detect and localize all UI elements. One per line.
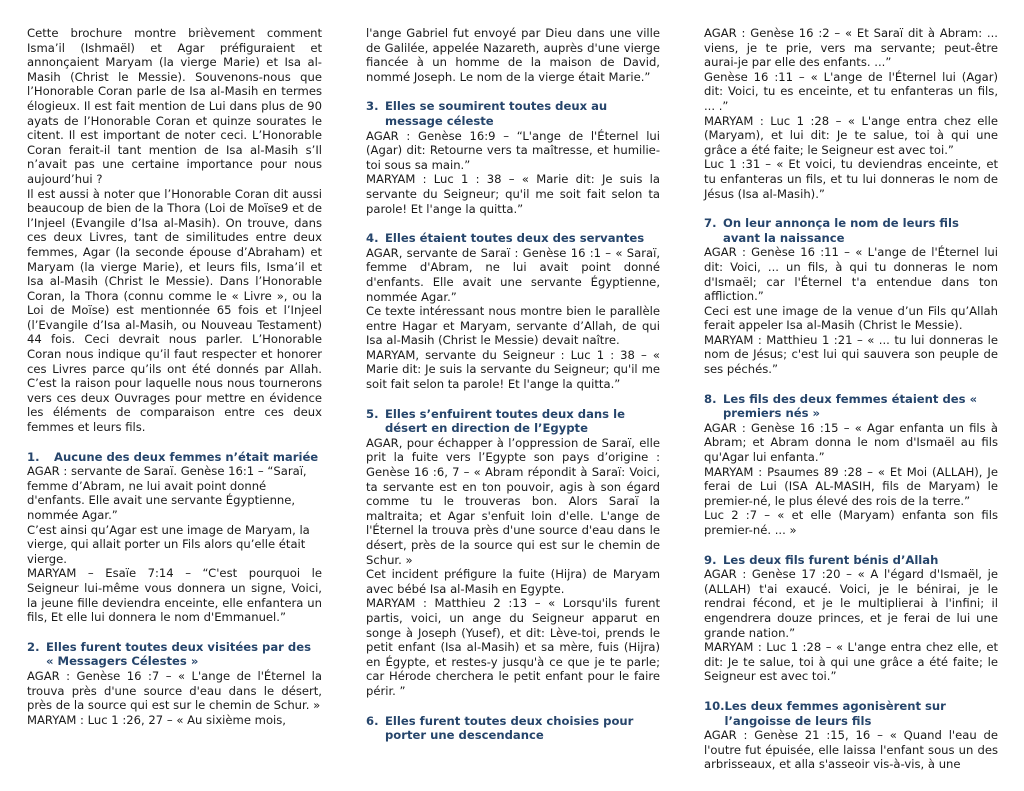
paragraph: MARYAM : Luc 1 :28 – « L'ange entra chez elle, et dit: Je te salue, toi à qui une grâce a été faite; le Seigneur est avec toi.” (704, 640, 998, 684)
paragraph: MARYAM, servante du Seigneur : Luc 1 : 38 – « Marie dit: Je suis la servante du Seigneur; qu'il me soit fait selon ta parole! Et l'ange la quitta.” (366, 347, 660, 392)
column-1 (27, 26, 322, 727)
paragraph: AGAR : servante de Saraï. Genèse 16:1 – “Saraï, femme d’Abram, ne lui avait point donné d'enfants. Elle avait une servante Égyptienne, nommée Agar.” (27, 464, 307, 522)
section-number: 1. (27, 449, 40, 464)
paragraph: AGAR : Genèse 16 :2 – « Et Saraï dit à Abram: ... viens, je te prie, vers ma servante; peut-être aurai-je par elle des enfants. ...” (704, 26, 998, 70)
paragraph: MARYAM : Matthieu 1 :21 – « ... tu lui donneras le nom de Jésus; c'est lui qui sauvera son peuple de ses péchés.” (704, 332, 998, 377)
paragraph: AGAR, pour échapper à l’oppression de Saraï, elle prit la fuite vers l’Egypte son pays d’origine : Genèse 16 :6, 7 – « Abram répondit à Saraï: Voici, ta servante est en ton pouvoir, agis à son égard comme tu le trouveras bon. Alors Saraï la maltraita; et Agar s'enfuit loin d'elle. L'ange de l'Éternel la trouva près d'une source d'eau dans le désert, près de la source qui est sur le chemin de Schur. » (366, 435, 660, 567)
section-title: Elles étaient toutes deux des servantes (385, 231, 645, 246)
section-number: 2. (27, 639, 40, 654)
section-number: 9. (704, 552, 717, 567)
section-number: 4. (366, 231, 379, 246)
paragraph: AGAR : Genèse 16 :7 – « L'ange de l'Éternel la trouva près d'une source d'eau dans le désert, près de la source qui est sur le chemin de Schur. » (27, 668, 322, 713)
column-2 (366, 26, 660, 743)
section-number: 3. (366, 99, 379, 114)
column-3 (704, 26, 998, 772)
paragraph: MARYAM : Luc 1 :28 – « L'ange entra chez elle (Maryam), et lui dit: Je te salue, toi à qui une grâce a été faite; le Seigneur est avec toi.” (704, 113, 998, 157)
paragraph: Ceci est une image de la venue d’un Fils qu’Allah ferait appeler Isa al-Masih (Christ le Messie). (704, 303, 998, 333)
paragraph: MARYAM : Luc 1 : 38 – « Marie dit: Je suis la servante du Seigneur; qu'il me soit fait selon ta parole! Et l'ange la quitta.” (366, 172, 660, 216)
paragraph: Cet incident préfigure la fuite (Hijra) de Maryam avec bébé Isa al-Masih en Egypte. (366, 567, 660, 596)
paragraph: Luc 2 :7 – « et elle (Maryam) enfanta son fils premier-né. ... » (704, 508, 998, 537)
section-number: 6. (366, 713, 379, 728)
section-number: 10. (704, 698, 725, 713)
paragraph: Genèse 16 :11 – « L'ange de l'Éternel lui (Agar) dit: Voici, tu es enceinte, et tu enfanteras un fils, ... .” (704, 69, 998, 113)
paragraph: MARYAM – Esaïe 7:14 – “C'est pourquoi le Seigneur lui-même vous donnera un signe, Voici, la jeune fille deviendra enceinte, elle enfantera un fils, Et elle lui donnera le nom d'Emmanuel.” (27, 566, 322, 625)
intro-paragraph-2: Il est aussi à noter que l’Honorable Coran dit aussi beaucoup de bien de la Thora (Loi de Moïse9 et de l’Injeel (Evangile d’Isa al-Masih). On trouve, dans ces deux Livres, tant de similitudes entre deux femmes, Agar (la seconde épouse d’Abraham) et Maryam (la vierge Marie), et leurs fils, Isma’il et Isa al-Masih (Christ le Messie). Dans l’Honorable Coran, la Thora (connu comme le « Livre », ou la Loi de Moïse) est mentionnée 65 fois et l’Injeel (l’Evangile d’Isa al-Masih, ou Nouveau Testament) 44 fois. Ceci devrait nous parler. L’Honorable Coran nous indique qu’il faut respecter et honorer ces Livres parce qu’ils ont été donnés par Allah. C’est la raison pour laquelle nous nous tournerons vers ces deux Ouvrages pour mettre en évidence les éléments de comparaison entre ces deux femmes et leurs fils. (27, 186, 322, 435)
section-6-heading (366, 714, 660, 743)
paragraph: AGAR : Genèse 17 :20 – « A l'égard d'Ismaël, je (ALLAH) t'ai exaucé. Voici, je le bénirai, je le rendrai fécond, et je le multiplierai à l'infini; il engendrera douze princes, et je ferai de lui une grande nation.” (704, 567, 998, 640)
paragraph: Luc 1 :31 – « Et voici, tu deviendras enceinte, et tu enfanteras un fils, et tu lui donneras le nom de Jésus (Isa al-Masih).” (704, 157, 998, 201)
section-number: 7. (704, 216, 717, 231)
paragraph: l'ange Gabriel fut envoyé par Dieu dans une ville de Galilée, appelée Nazareth, auprès d'une vierge fiancée à un homme de la maison de David, nommé Joseph. Le nom de la vierge était Marie.” (366, 26, 660, 84)
section-8-heading (704, 392, 998, 421)
section-title: Les fils des deux femmes étaient des « premiers nés » (723, 391, 978, 421)
paragraph: MARYAM : Matthieu 2 :13 – « Lorsqu'ils furent partis, voici, un ange du Seigneur apparut en songe à Joseph (Yusef), et dit: Lève-toi, prends le petit enfant (Isa al-Masih) et sa mère, fuis (Hijra) en Égypte, et restes-y jusqu'à ce que je te parle; car Hérode cherchera le petit enfant pour le faire périr. ” (366, 596, 660, 698)
section-title: Elles furent toutes deux visitées par des « Messagers Célestes » (46, 639, 311, 669)
intro-paragraph-1: Cette brochure montre brièvement comment Isma’il (Ishmaël) et Agar préfiguraient et annonçaient Maryam (la vierge Marie) et Isa al-Masih (Christ le Messie). Souvenons-nous que l’Honorable Coran parle de Isa al-Masih en termes élogieux. Il est fait mention de Lui dans plus de 90 ayats de l’Honorable Coran et quinze sourates le citent. Il est important de noter ceci. L’Honorable Coran ferait-il tant mention de Isa al-Masih s’Il n’avait pas une certaine importance pour nous aujourd’hui ? (27, 26, 322, 186)
section-number: 5. (366, 406, 379, 421)
section-title: Elles furent toutes deux choisies pour porter une descendance (385, 713, 634, 743)
paragraph: AGAR : Genèse 21 :15, 16 – « Quand l'eau de l'outre fut épuisée, elle laissa l'enfant sous un des arbrisseaux, et alla s'asseoir vis-à-vis, à une (704, 728, 998, 772)
section-title: On leur annonça le nom de leurs fils avant la naissance (723, 216, 959, 245)
paragraph: MARYAM : Luc 1 :26, 27 – « Au sixième mois, (27, 712, 286, 727)
section-2-heading (27, 640, 322, 669)
section-3-heading (366, 99, 660, 128)
paragraph: Ce texte intéressant nous montre bien le parallèle entre Hagar et Maryam, servante d’Allah, de qui Isa al-Masih (Christ le Messie) devait naître. (366, 304, 660, 348)
paragraph: C’est ainsi qu’Agar est une image de Maryam, la vierge, qui allait porter un Fils alors qu’elle était vierge. (27, 522, 310, 566)
paragraph: AGAR : Genèse 16 :11 – « L'ange de l'Éternel lui dit: Voici, ... un fils, à qui tu donneras le nom d'Ismaël; car l'Éternel t'a entendue dans ton affliction.” (704, 245, 998, 304)
section-10-heading (704, 699, 998, 728)
section-4-heading (366, 231, 660, 246)
paragraph: AGAR, servante de Saraï : Genèse 16 :1 – « Saraï, femme d'Abram, ne lui avait point donné d'enfants. Elle avait une servante Égyptienne, nommée Agar.” (366, 245, 660, 304)
section-title: Les deux fils furent bénis d’Allah (723, 552, 939, 567)
section-title: Les deux femmes agonisèrent sur l’angoisse de leurs fils (724, 698, 946, 728)
section-9-heading (704, 553, 998, 568)
section-1-heading (27, 450, 322, 465)
section-7-heading (704, 216, 998, 245)
section-title: Aucune des deux femmes n’était mariée (54, 449, 319, 464)
paragraph: MARYAM : Psaumes 89 :28 – « Et Moi (ALLAH), Je ferai de Lui (ISA AL-MASIH, fils de Maryam) le premier-né, le plus élevé des rois de la terre.” (704, 464, 998, 508)
section-title: Elles se soumirent toutes deux au message céleste (385, 99, 608, 128)
section-number: 8. (704, 391, 717, 406)
section-5-heading (366, 407, 660, 436)
section-title: Elles s’enfuirent toutes deux dans le désert en direction de l’Egypte (385, 406, 625, 436)
paragraph: AGAR : Genèse 16 :15 – « Agar enfanta un fils à Abram; et Abram donna le nom d'Ismaël au fils qu'Agar lui enfanta.” (704, 420, 998, 465)
paragraph: AGAR : Genèse 16:9 – “L'ange de l'Éternel lui (Agar) dit: Retourne vers ta maîtresse, et humilie-toi sous sa main.” (366, 128, 660, 172)
